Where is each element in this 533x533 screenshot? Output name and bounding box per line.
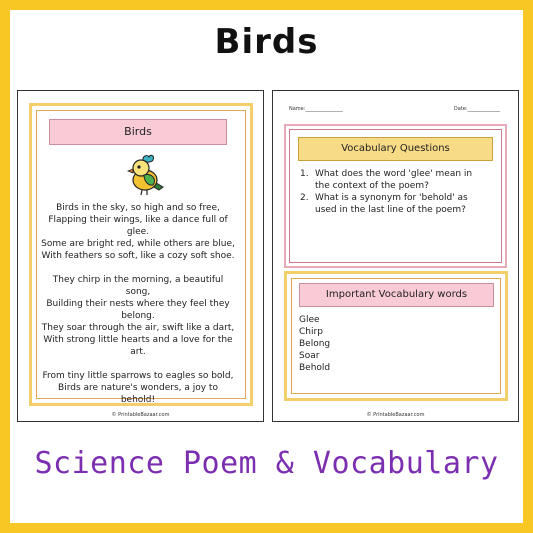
poem-line: They chirp in the morning, a beautiful song, [52, 275, 224, 297]
poem-line: With strong little hearts and a love for the [43, 335, 233, 345]
poem-title: Birds [49, 119, 227, 145]
question-text-line: used in the last line of the poem? [315, 205, 466, 215]
copyright-footer: © PrintableBazaar.com [111, 412, 170, 418]
poem-text [40, 202, 236, 418]
question-text-line: What is a synonym for 'behold' as [315, 193, 468, 203]
poem-line: They soar through the air, swift like a dart, [41, 323, 235, 333]
poem-line: From tiny little sparrows to eagles so bold, [42, 371, 234, 381]
vocab-list [299, 314, 330, 374]
questions-list [300, 168, 490, 216]
vocab-word: Glee [299, 315, 320, 325]
poem-line: Birds are nature's wonders, a joy to behold! [58, 383, 218, 405]
questions-header: Vocabulary Questions [298, 137, 493, 161]
vocab-word: Chirp [299, 327, 323, 337]
copyright-footer: © PrintableBazaar.com [366, 412, 425, 418]
vocab-word: Soar [299, 351, 320, 361]
poem-line: Flapping their wings, like a dance full of glee. [48, 215, 228, 237]
poem-frame [29, 103, 253, 406]
poem-stanza [40, 202, 236, 262]
question-item [300, 192, 490, 216]
vocab-word: Belong [299, 339, 331, 349]
page-title: Birds [214, 22, 319, 62]
bird-icon [125, 153, 165, 197]
poem-stanza [40, 274, 236, 358]
name-field-label: Name:_______________ [289, 106, 343, 112]
poem-line: belong. [121, 311, 155, 321]
poem-line: With feathers so soft, like a cozy soft shoe. [41, 251, 235, 261]
question-number: 2. [300, 193, 309, 203]
poem-stanza [40, 370, 236, 406]
poem-line: Some are bright red, while others are blue, [41, 239, 235, 249]
vocab-word: Behold [299, 363, 331, 373]
question-number: 1. [300, 169, 309, 179]
vocabulary-worksheet-preview [272, 90, 519, 422]
question-text-line: the context of the poem? [315, 181, 429, 191]
product-subtitle: Science Poem & Vocabulary [34, 446, 499, 481]
poem-line: Building their nests where they feel they [46, 299, 230, 309]
poem-line: art. [130, 347, 146, 357]
question-text-line: What does the word 'glee' mean in [315, 169, 473, 179]
date-field-label: Date:_____________ [453, 106, 500, 112]
vocab-frame [284, 271, 508, 401]
vocab-header: Important Vocabulary words [299, 283, 494, 307]
poem-worksheet-preview [17, 90, 264, 422]
poem-line: Birds in the sky, so high and so free, [56, 203, 220, 213]
questions-frame [284, 124, 507, 268]
question-item [300, 168, 490, 192]
